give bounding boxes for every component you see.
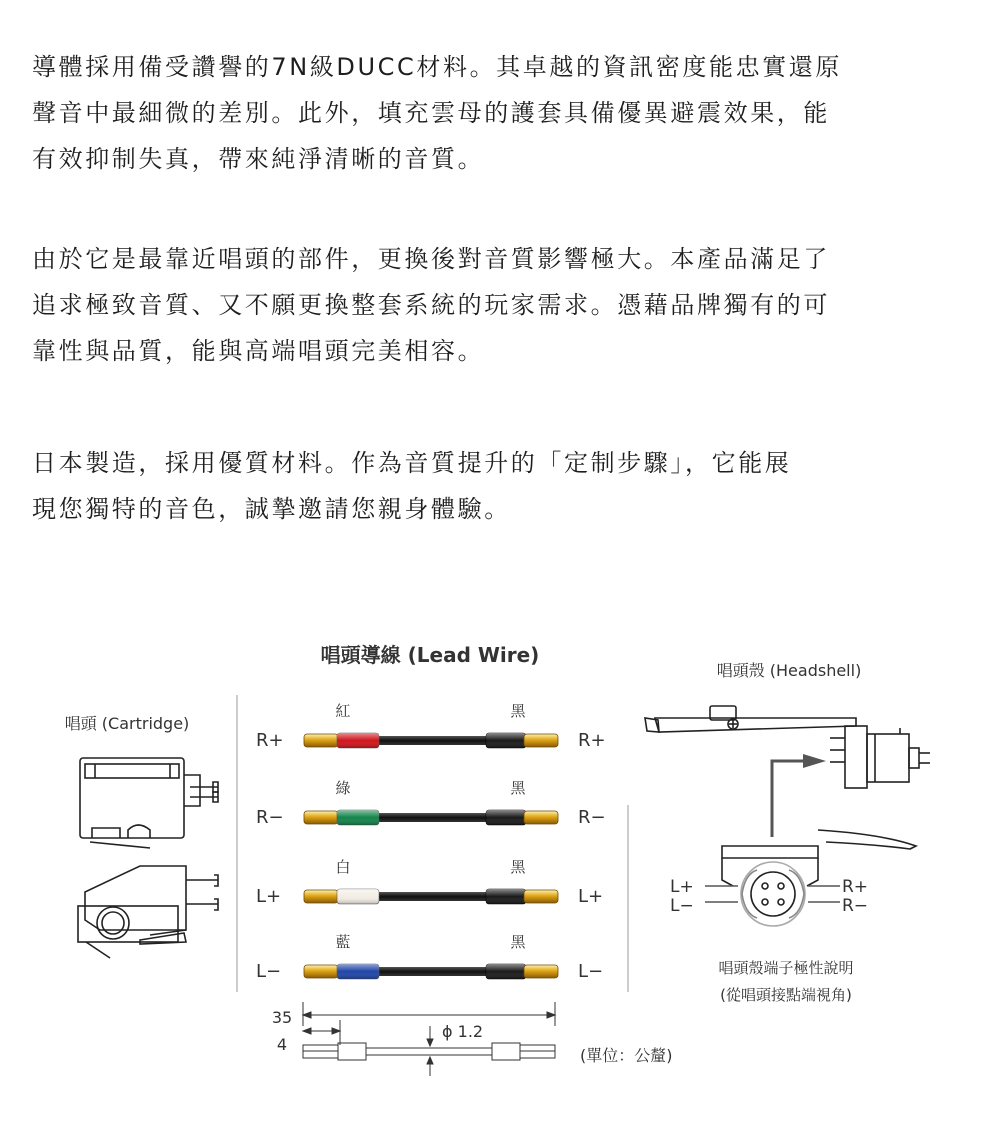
paragraph-made-in-japan [32, 440, 972, 532]
headshell-icon [645, 706, 930, 788]
dimension-diameter: ϕ 1.2 [442, 1022, 484, 1041]
lead-wire-2 [256, 779, 606, 828]
gold-pin-right [524, 965, 558, 978]
lead-wire-1 [256, 702, 606, 751]
gold-pin-left [304, 890, 338, 903]
end-color-label: 黑 [510, 933, 526, 951]
paragraph-line: 由於它是最靠近唱頭的部件，更換後對音質影響極大。本產品滿足了 [32, 245, 830, 273]
headshell-rear-icon [705, 830, 916, 926]
terminal-label-left: L− [256, 961, 282, 982]
paragraph-line: 現您獨特的音色，誠摯邀請您親身體驗。 [32, 495, 511, 523]
gold-pin-right [524, 890, 558, 903]
end-color-label: 黑 [510, 779, 526, 797]
gold-pin-left [304, 811, 338, 824]
lead-wire-diagram [0, 630, 1000, 1110]
polarity-caption: 唱頭殼端子極性說明 [718, 959, 854, 977]
gold-pin-left [304, 965, 338, 978]
paragraph-line: 日本製造，採用優質材料。作為音質提升的「定制步驟」，它能展 [32, 449, 792, 477]
end-color-label: 黑 [510, 858, 526, 876]
cable [370, 813, 492, 822]
polarity-right-top: R+ [842, 877, 869, 897]
terminal-label-right: R+ [578, 730, 606, 751]
gold-pin-right [524, 734, 558, 747]
paragraph-line: 追求極致音質、又不願更換整套系統的玩家需求。憑藉品牌獨有的可 [32, 291, 830, 319]
dimension-drawing [303, 1002, 555, 1076]
terminal-label-right: L+ [578, 886, 604, 907]
terminal-label-left: R− [256, 807, 284, 828]
cartridge-label: 唱頭 (Cartridge) [64, 714, 190, 733]
terminal-label-left: R+ [256, 730, 284, 751]
cable [370, 892, 492, 901]
cartridge-side-icon [78, 866, 218, 958]
lead-wire-3 [256, 858, 603, 907]
dimension-length: 35 [271, 1008, 293, 1027]
wire-group [256, 702, 606, 982]
end-color-label: 黑 [510, 702, 526, 720]
paragraph-upgrade [32, 236, 972, 374]
sleeve-color-label: 綠 [335, 779, 351, 797]
headshell-label: 唱頭殼 (Headshell) [716, 661, 862, 680]
diagram-title: 唱頭導線 (Lead Wire) [320, 643, 540, 667]
sleeve-color-label: 紅 [335, 702, 351, 720]
paragraph-line: 有效抑制失真，帶來純淨清晰的音質。 [32, 145, 485, 173]
paragraph-line: 聲音中最細微的差別。此外，填充雲母的護套具備優異避震效果，能 [32, 99, 830, 127]
terminal-label-left: L+ [256, 886, 282, 907]
terminal-label-right: L− [578, 961, 604, 982]
polarity-right-bottom: R− [842, 896, 869, 916]
sleeve-color-label: 藍 [335, 933, 351, 951]
gold-pin-left [304, 734, 338, 747]
cartridge-icon [80, 758, 218, 848]
polarity-caption-sub: (從唱頭接點端視角) [720, 986, 852, 1004]
paragraph-line: 靠性與品質，能與高端唱頭完美相容。 [32, 337, 485, 365]
cable [370, 736, 492, 745]
lead-wire-4 [256, 933, 603, 982]
sleeve-color-label: 白 [335, 858, 351, 876]
dimension-lead: 4 [276, 1035, 288, 1054]
polarity-left-bottom: L− [670, 896, 694, 916]
paragraph-materials [32, 44, 972, 182]
terminal-label-right: R− [578, 807, 606, 828]
unit-note: (單位：公釐) [580, 1046, 673, 1065]
paragraph-line: 導體採用備受讚譽的7N級DUCC材料。其卓越的資訊密度能忠實還原 [32, 53, 842, 81]
cable [370, 967, 492, 976]
polarity-left-top: L+ [670, 877, 694, 897]
gold-pin-right [524, 811, 558, 824]
